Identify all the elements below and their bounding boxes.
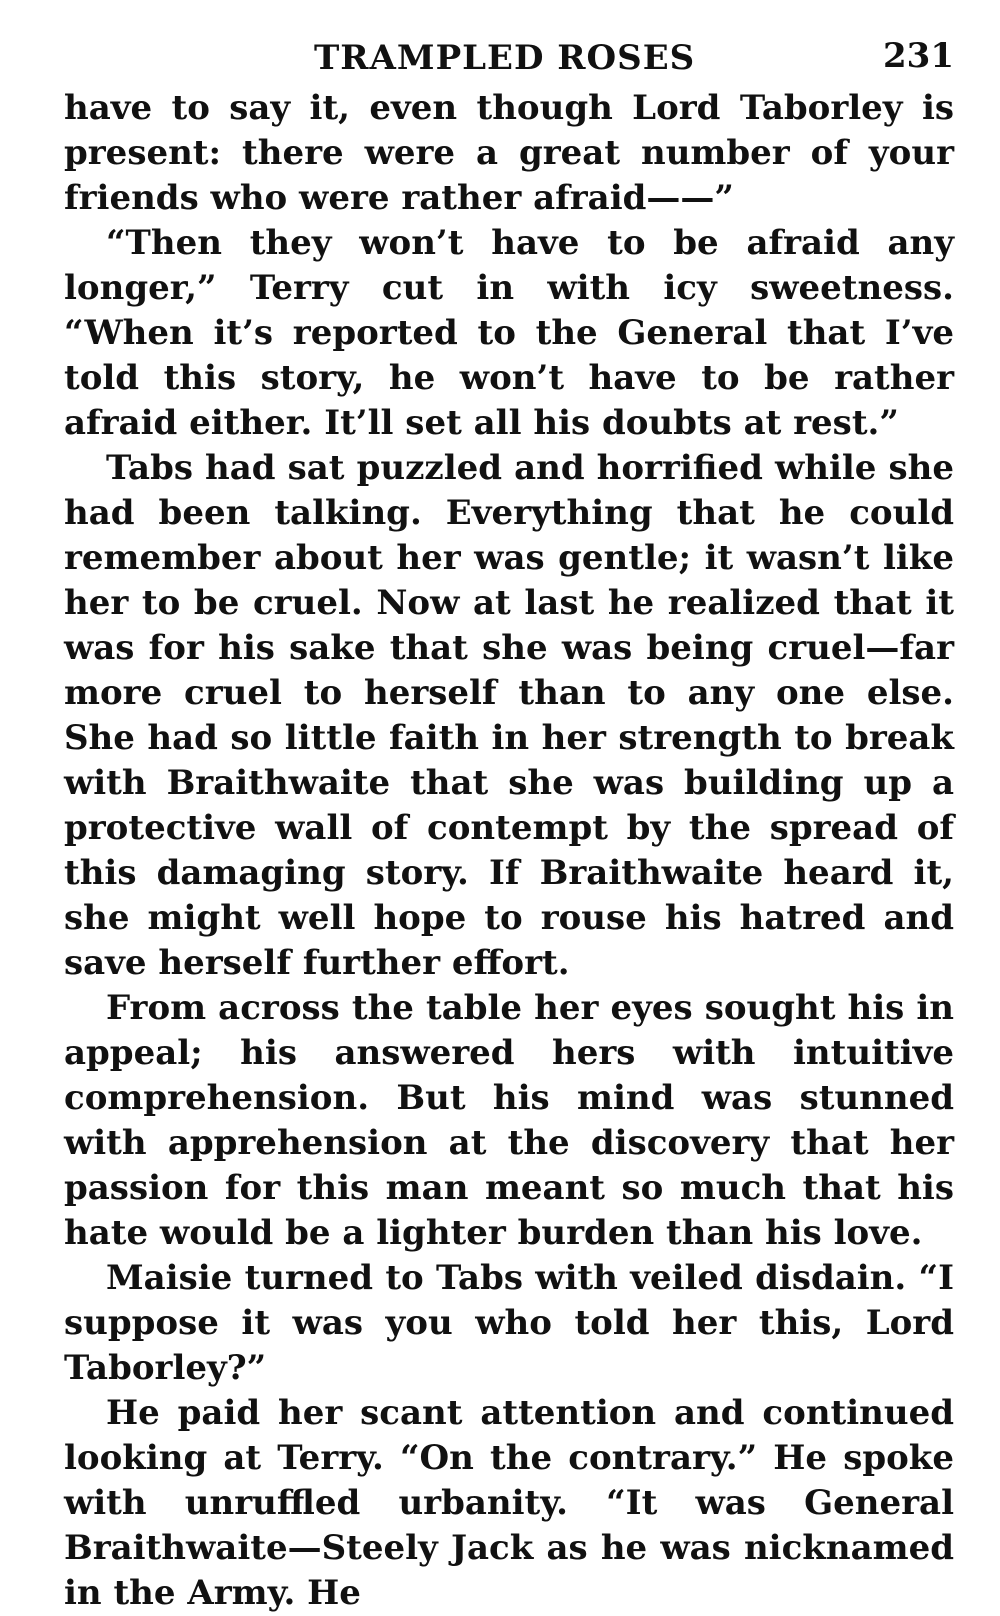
body-text xyxy=(64,86,954,1616)
page-number: 231 xyxy=(883,36,954,76)
paragraph: Tabs had sat puzzled and horrified while she had been talking. Everything that he could remember about her was gentle; it wasn’t like her to be cruel. Now at last he realized that it was for his sake that she was being cruel—far more cruel to herself than to any one else. She had so little faith in her strength to break with Braithwaite that she was building up a protective wall of contempt by the spread of this damaging story. If Braithwaite heard it, she might well hope to rouse his hatred and save herself further effort. xyxy=(64,448,954,983)
running-title: TRAMPLED ROSES xyxy=(314,38,696,78)
paragraph: “Then they won’t have to be afraid any longer,” Terry cut in with icy sweetness. “When it’s reported to the General that I’ve told this story, he won’t have to be rather afraid either. It’ll set all his doubts at rest.” xyxy=(64,223,954,443)
paragraph: have to say it, even though Lord Taborley is present: there were a great number of your friends who were rather afraid——” xyxy=(64,88,954,218)
paragraph: He paid her scant attention and continued looking at Terry. “On the contrary.” He spoke with unruffled urbanity. “It was General Braithwaite—Steely Jack as he was nicknamed in the Army. He xyxy=(64,1393,954,1613)
paragraph: Maisie turned to Tabs with veiled disdain. “I suppose it was you who told her this, Lord Taborley?” xyxy=(64,1258,954,1388)
running-head xyxy=(64,26,954,86)
paragraph: From across the table her eyes sought his in appeal; his answered hers with intuitive comprehension. But his mind was stunned with apprehension at the discovery that her passion for this man meant so much that his hate would be a lighter burden than his love. xyxy=(64,988,954,1253)
